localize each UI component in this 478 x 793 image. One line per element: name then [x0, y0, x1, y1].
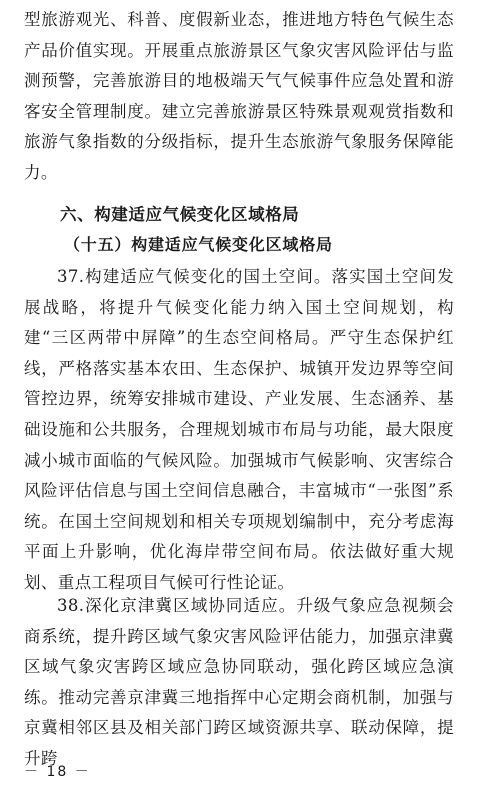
subsection-heading: （十五）构建适应气候变化区域格局: [64, 235, 333, 254]
page-number: － 18 －: [24, 764, 91, 780]
paragraph-item-38: 38.深化京津冀区域协同适应。升级气象应急视频会商系统，提升跨区域气象灾害风险评估能力，加强京津冀区域气象灾害跨区域应急协同联动，强化跨区域应急演练。推动完善京津冀三地指挥中心定期会商机制，加强与京冀相邻区县及相关部门跨区域资源共享、联动保障，提升跨: [24, 596, 454, 768]
paragraph-item-37: 37.构建适应气候变化的国土空间。落实国土空间发展战略，将提升气候变化能力纳入国土空间规划，构建“三区两带中屏障”的生态空间格局。严守生态保护红线，严格落实基本农田、生态保护、城镇开发边界等空间管控边界，统筹安排城市建设、产业发展、生态涵养、基础设施和公共服务，合理规划城市布局与功能，最大限度减小城市面临的气候风险。加强城市气候影响、灾害综合风险评估信息与国土空间信息融合，丰富城市“一张图”系统。在国土空间规划和相关专项规划编制中，充分考虑海平面上升影响，优化海岸带空间布局。依法做好重大规划、重点工程项目气候可行性论证。: [24, 267, 454, 592]
section-heading: 六、构建适应气候变化区域格局: [60, 205, 300, 224]
paragraph-continuation: 型旅游观光、科普、度假新业态，推进地方特色气候生态产品价值实现。开展重点旅游景区气象灾害风险评估与监测预警，完善旅游目的地极端天气气候事件应急处置和游客安全管理制度。建立完善旅游景区特殊景观观赏指数和旅游气象指数的分级指标，提升生态旅游气象服务保障能力。: [24, 10, 454, 182]
